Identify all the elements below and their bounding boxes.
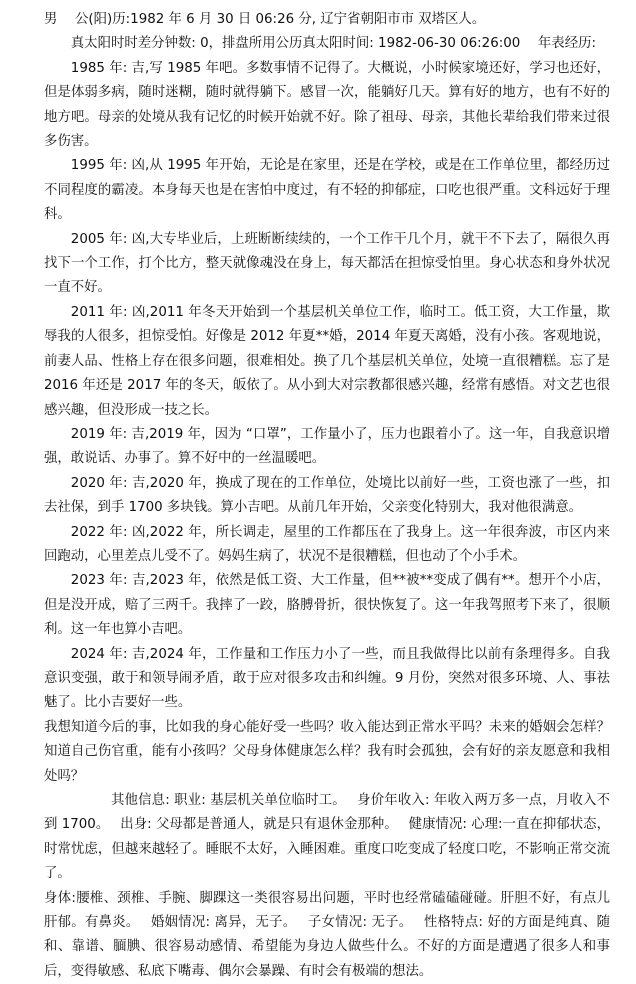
entry-2023: 2023 年: 吉,2023 年，依然是低工资、大工作量，但**被**变成了偶有**。想开个小店，但是没开成，赔了三两千。我摔了一跤，胳膊骨折，很快恢复了。这一年我驾照考下来了，很顺利。这一年也算小吉吧。	[44, 573, 610, 638]
header-line-1: 男 公(阳)历:1982 年 6 月 30 日 06:26 分, 辽宁省朝阳市市 双塔区人。	[44, 12, 486, 27]
body-info-paragraph: 身体:腰椎、颈椎、手腕、脚踝这一类很容易出问题，平时也经常磕磕碰碰。肝胆不好，有点儿肝郁。有鼻炎。 婚姻情况: 离异，无子。 子女情况: 无子。 性格特点: 好的方面是纯真、随和、靠谱、腼腆、很容易动感情、希望能为身边人做些什么。不好的方面是遭遇了很多人和事后，变得敏感、私底下嘴毒、偶尔会暴躁、有时会有极端的想法。	[44, 890, 610, 979]
entry-2024: 2024 年: 吉,2024 年，工作量和工作压力小了一些，而且我做得比以前有条理得多。自我意识变强，敢于和领导闹矛盾，敢于应对很多攻击和纠缠。9 月份，突然对很多环境、人、事祛魅了。比小吉要好一些。	[44, 646, 610, 711]
entry-1995: 1995 年: 凶,从 1995 年开始，无论是在家里，还是在学校，或是在工作单位里，都经历过不同程度的霸凌。本身每天也是在害怕中度过，有不轻的抑郁症，口吃也很严重。文科远好于理科。	[44, 158, 610, 223]
entry-2019: 2019 年: 吉,2019 年，因为 “口罩”，工作量小了，压力也跟着小了。这一年，自我意识增强，敢说话、办事了。算不好中的一丝温暖吧。	[44, 426, 610, 467]
entry-2011: 2011 年: 凶,2011 年冬天开始到一个基层机关单位工作，临时工。低工资，大工作量，欺辱我的人很多，担惊受怕。好像是 2012 年夏**婚，2014 年夏天离婚，没有小孩。客观地说，前妻人品、性格上存在很多问题，很难相处。换了几个基层机关单位，处境一直很糟糕。忘了是 2016 年还是 2017 年的冬天，皈依了。从小到大对宗教都很感兴趣，经常有感悟。对文艺也很感兴趣，但没形成一技之长。	[44, 304, 610, 418]
entry-1985: 1985 年: 吉,写 1985 年吧。多数事情不记得了。大概说，小时候家境还好，学习也还好，但是体弱多病，随时迷糊，随时就得躺下。感冒一次，能躺好几天。算有好的地方，也有不好的地方吧。母亲的处境从我有记忆的时候开始就不好。除了祖母、母亲，其他长辈给我们带来过很多伤害。	[44, 60, 610, 150]
header-line-2: 真太阳时时差分钟数: 0，排盘所用公历真太阳时间: 1982-06-30 06:26:00 年表经历:	[70, 36, 596, 52]
question-paragraph: 我想知道今后的事，比如我的身心能好受一些吗？收入能达到正常水平吗？未来的婚姻会怎样？知道自己伤官重，能有小孩吗？父母身体健康怎么样？我有时会孤独，会有好的亲友愿意和我相处吗？	[44, 719, 610, 784]
entry-2020: 2020 年: 吉,2020 年，换成了现在的工作单位，处境比以前好一些，工资也涨了一些，扣去社保，到手 1700 多块钱。算小吉吧。从前几年开始，父亲变化特别大，我对他很满意。	[44, 475, 610, 516]
entry-2005: 2005 年: 凶,大专毕业后，上班断断续续的，一个工作干几个月，就干不下去了，隔很久再找下一个工作，打个比方，整天就像魂没在身上，每天都活在担惊受怕里。身心状态和身外状况一直不好。	[44, 231, 610, 296]
other-info-paragraph: 其他信息: 职业: 基层机关单位临时工。 身价年收入: 年收入两万多一点，月收入不到 1700。 出身: 父母都是普通人，就是只有退休金那种。 健康情况: 心理:一直在抑郁状态，时常忧虑，但越来越轻了。睡眠不太好，入睡困难。重度口吃变成了轻度口吃，不影响正常交流了。	[44, 793, 610, 882]
entry-2022: 2022 年: 凶,2022 年，所长调走，屋里的工作都压在了我身上。这一年很奔波，市区内来回跑动，心里差点儿受不了。妈妈生病了，状况不是很糟糕，但也动了个小手术。	[44, 524, 610, 564]
